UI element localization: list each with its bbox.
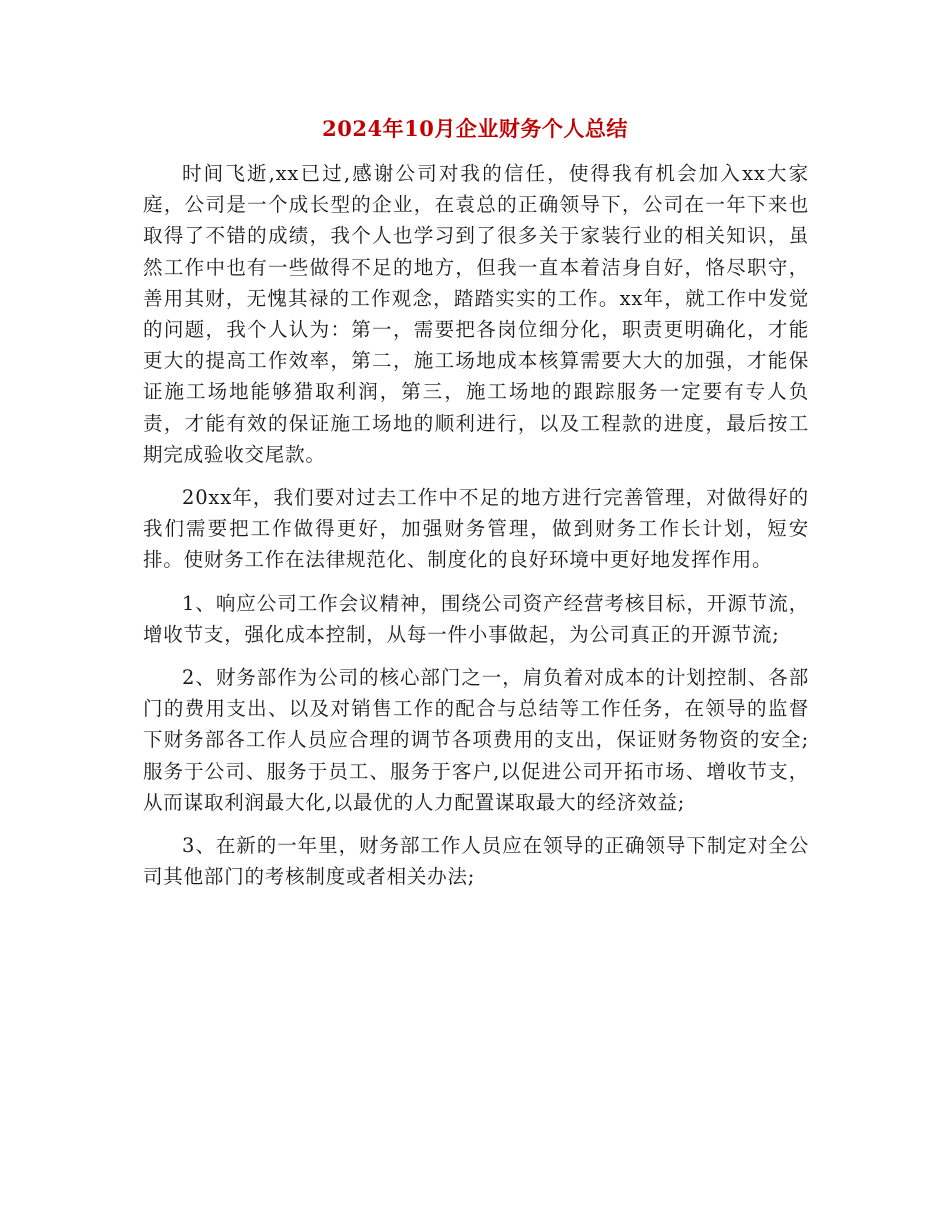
paragraph-item-1: 1、响应公司工作会议精神，围绕公司资产经营考核目标，开源节流，增收节支，强化成本控制，从每一件小事做起，为公司真正的开源节流;: [143, 591, 809, 646]
paragraph-item-3: 3、在新的一年里，财务部工作人员应在领导的正确领导下制定对全公司其他部门的考核制度或者相关办法;: [143, 834, 809, 889]
paragraph-intro: 时间飞逝,xx已过,感谢公司对我的信任，使得我有机会加入xx大家庭，公司是一个成长型的企业，在袁总的正确领导下，公司在一年下来也取得了不错的成绩，我个人也学习到了很多关于家装行业的相关知识，虽然工作中也有一些做得不足的地方，但我一直本着洁身自好，恪尽职守，善用其财，无愧其禄的工作观念，踏踏实实的工作。xx年，就工作中发觉的问题，我个人认为：第一，需要把各岗位细分化，职责更明确化，才能更大的提高工作效率，第二，施工场地成本核算需要大大的加强，才能保证施工场地能够猎取利润，第三，施工场地的跟踪服务一定要有专人负责，才能有效的保证施工场地的顺利进行，以及工程款的进度，最后按工期完成验收交尾款。: [143, 162, 809, 466]
paragraph-plan: 20xx年，我们要对过去工作中不足的地方进行完善管理，对做得好的我们需要把工作做得更好，加强财务管理，做到财务工作长计划，短安排。使财务工作在法律规范化、制度化的良好环境中更好地发挥作用。: [143, 486, 809, 572]
document-body: [143, 158, 809, 904]
paragraph-item-2: 2、财务部作为公司的核心部门之一，肩负着对成本的计划控制、各部门的费用支出、以及对销售工作的配合与总结等工作任务，在领导的监督下财务部各工作人员应合理的调节各项费用的支出，保证财务物资的安全;服务于公司、服务于员工、服务于客户,以促进公司开拓市场、增收节支，从而谋取利润最大化,以最优的人力配置谋取最大的经济效益;: [143, 666, 809, 814]
document-title: 2024年10月企业财务个人总结: [322, 116, 628, 141]
